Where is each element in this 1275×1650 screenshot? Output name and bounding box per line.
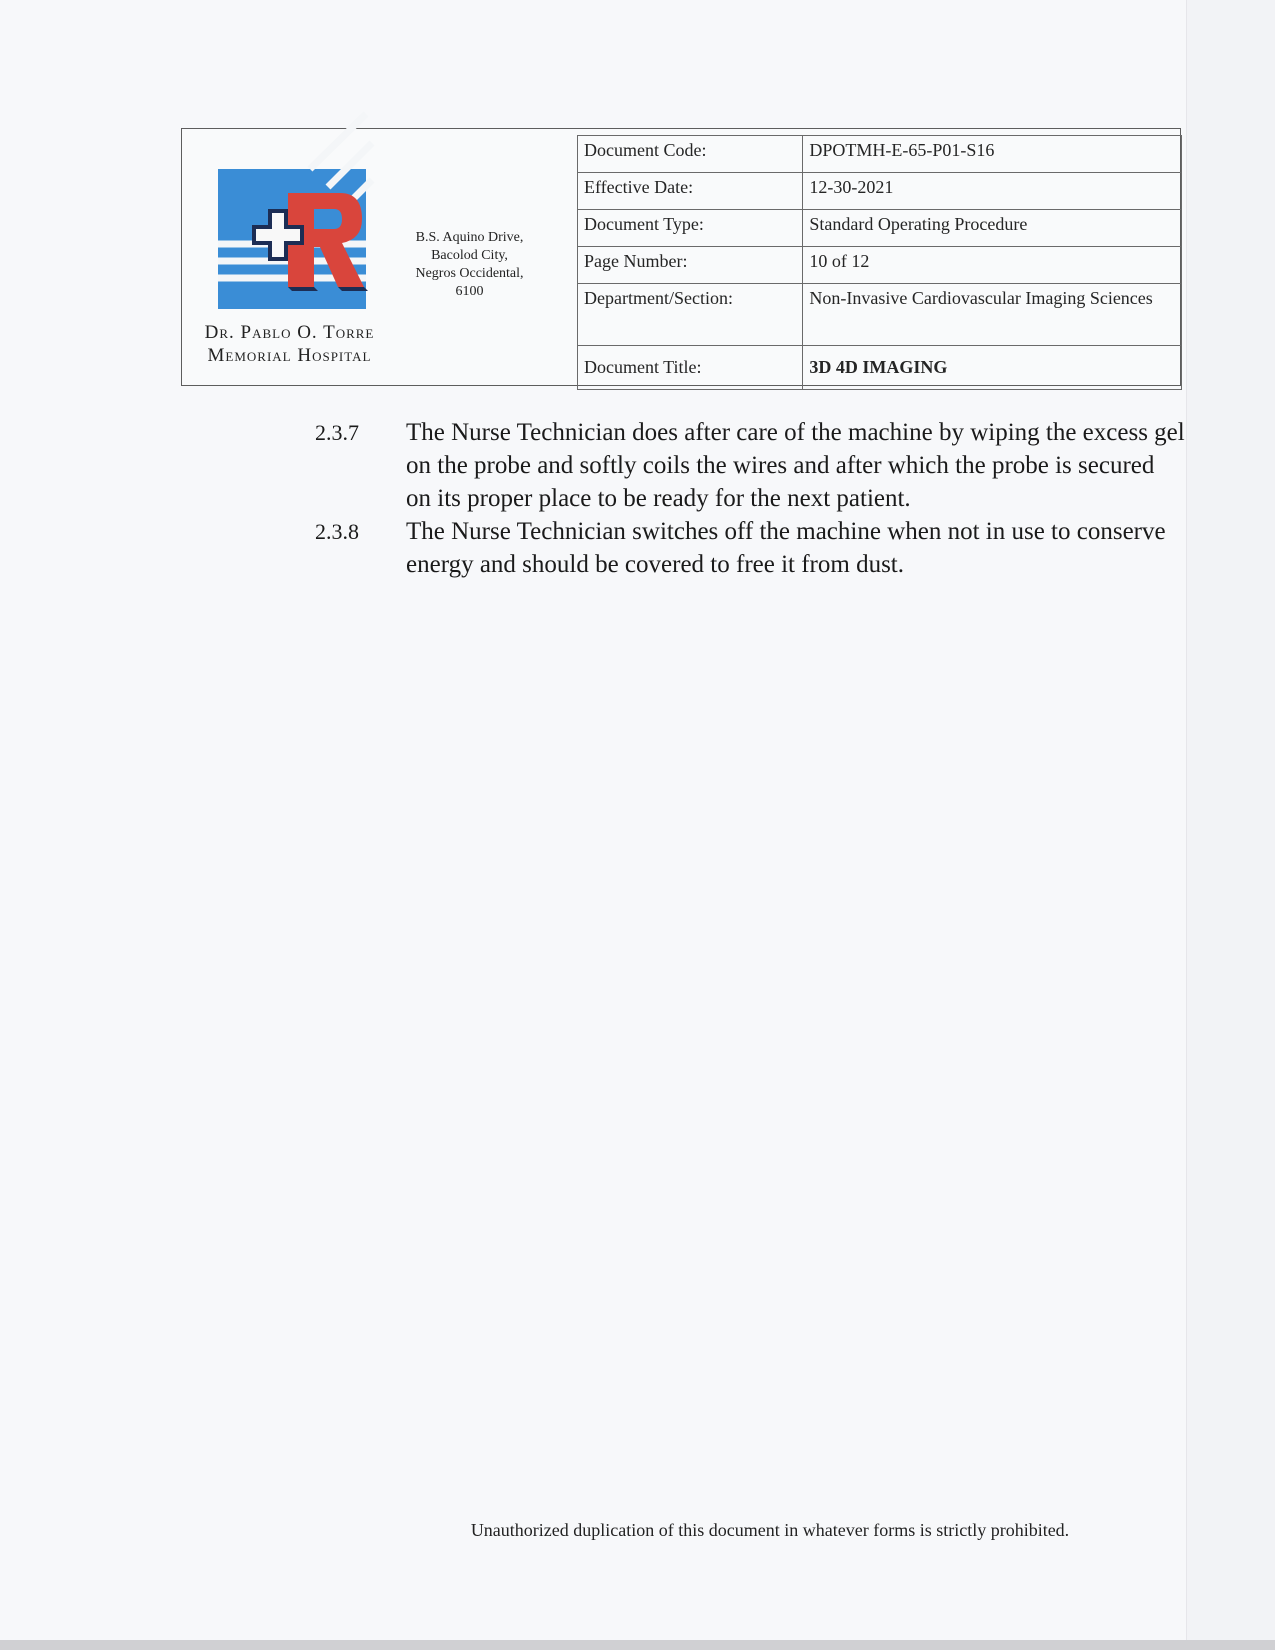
- page-number-value: 10 of 12: [803, 247, 1182, 284]
- step-text: The Nurse Technician switches off the machine when not in use to conserve energy and should be covered to free it from dust.: [406, 518, 1166, 578]
- page-number-row: [578, 247, 1182, 284]
- hospital-branding: [182, 129, 397, 385]
- doc-code-row: [578, 136, 1182, 173]
- hospital-name: [182, 321, 397, 367]
- doc-title-label: Document Title:: [578, 346, 803, 390]
- page-edge: [1186, 0, 1275, 1650]
- hospital-address: [397, 229, 542, 299]
- list-item: [315, 416, 1185, 515]
- footer-notice: Unauthorized duplication of this document in whatever forms is strictly prohibited.: [470, 1520, 1070, 1540]
- doc-title-row: [578, 346, 1182, 390]
- page-number-label: Page Number:: [578, 247, 803, 284]
- doc-code-value: DPOTMH-E-65-P01-S16: [803, 136, 1182, 173]
- address-line3: Negros Occidental,: [415, 266, 524, 281]
- hospital-logo-icon: [218, 169, 372, 319]
- doc-type-value: Standard Operating Procedure: [803, 210, 1182, 247]
- address-line4: 6100: [455, 284, 484, 299]
- effective-date-value: 12-30-2021: [803, 173, 1182, 210]
- hospital-name-line2: Memorial Hospital: [207, 345, 372, 366]
- page-bottom-edge: [0, 1640, 1275, 1650]
- doc-type-label: Document Type:: [578, 210, 803, 247]
- step-text: The Nurse Technician does after care of the machine by wiping the excess gel on the probe and softly coils the wires and after which the probe is secured on its proper place to be ready for the next patient.: [406, 419, 1185, 512]
- step-number: 2.3.7: [315, 420, 359, 445]
- doc-code-label: Document Code:: [578, 136, 803, 173]
- step-number: 2.3.8: [315, 519, 359, 544]
- department-label: Department/Section:: [578, 284, 803, 346]
- doc-title-value: 3D 4D IMAGING: [803, 346, 1182, 390]
- address-line2: Bacolod City,: [431, 248, 508, 263]
- effective-date-row: [578, 173, 1182, 210]
- document-header: [181, 128, 1181, 386]
- department-row: [578, 284, 1182, 346]
- doc-type-row: [578, 210, 1182, 247]
- department-value: Non-Invasive Cardiovascular Imaging Sciences: [803, 284, 1182, 346]
- address-line1: B.S. Aquino Drive,: [415, 230, 524, 245]
- list-item: [315, 515, 1185, 581]
- procedure-steps: [315, 416, 1185, 581]
- hospital-name-line1: Dr. Pablo O. Torre: [204, 322, 375, 343]
- effective-date-label: Effective Date:: [578, 173, 803, 210]
- document-info-table: [577, 135, 1182, 390]
